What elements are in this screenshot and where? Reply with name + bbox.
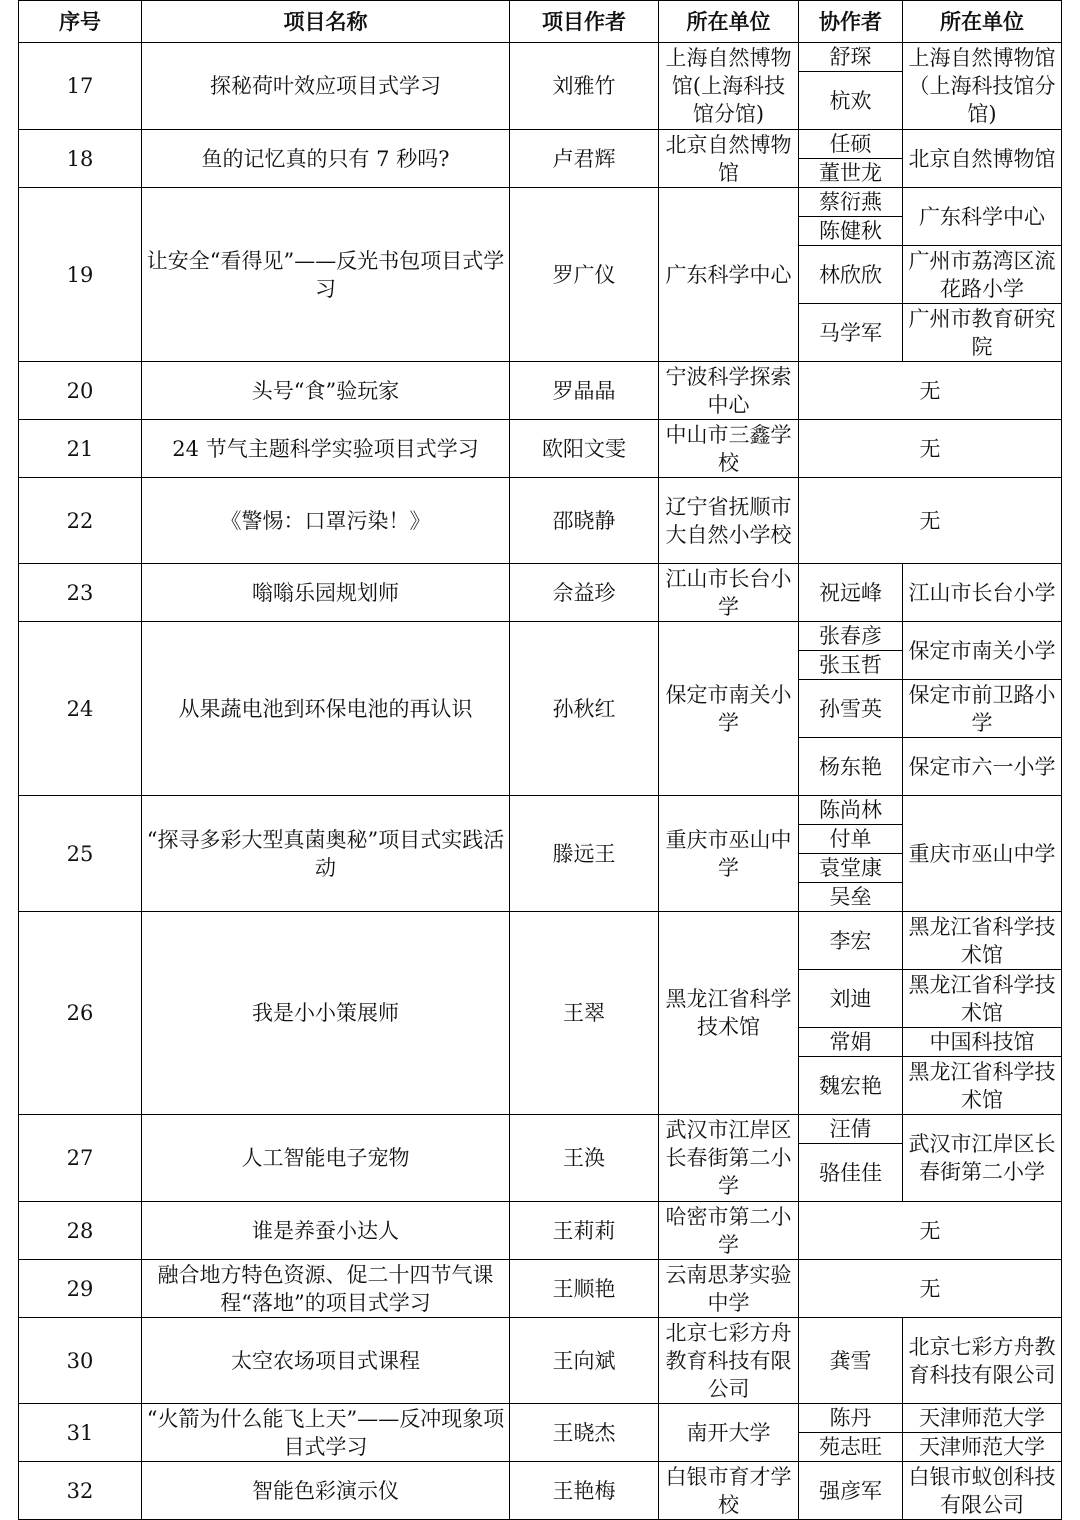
project-author: 王晓杰 bbox=[510, 1404, 659, 1462]
collaborator-org: 武汉市江岸区长春街第二小学 bbox=[903, 1115, 1062, 1202]
project-author: 王涣 bbox=[510, 1115, 659, 1202]
collaborator-org: 天津师范大学 bbox=[903, 1404, 1062, 1433]
collaborator-name: 陈尚林 bbox=[799, 796, 903, 825]
project-name: 鱼的记忆真的只有 7 秒吗? bbox=[142, 130, 510, 188]
author-org: 中山市三鑫学校 bbox=[659, 420, 799, 478]
collaborator-name: 任硕 bbox=[799, 130, 903, 159]
project-name: 让安全“看得见”——反光书包项目式学习 bbox=[142, 188, 510, 362]
header-collaborator: 协作者 bbox=[799, 1, 903, 43]
collaborator-name: 杨东艳 bbox=[799, 738, 903, 796]
no-collaborator: 无 bbox=[799, 1202, 1062, 1260]
table-row bbox=[19, 43, 1062, 72]
row-number: 25 bbox=[19, 796, 142, 912]
table-row bbox=[19, 1260, 1062, 1318]
header-author-org: 所在单位 bbox=[659, 1, 799, 43]
project-author: 王顺艳 bbox=[510, 1260, 659, 1318]
project-table bbox=[18, 0, 1062, 1520]
table-row bbox=[19, 1404, 1062, 1433]
collaborator-name: 杭欢 bbox=[799, 72, 903, 130]
table-row bbox=[19, 420, 1062, 478]
project-name: “探寻多彩大型真菌奥秘”项目式实践活动 bbox=[142, 796, 510, 912]
collaborator-name: 董世龙 bbox=[799, 159, 903, 188]
collaborator-org: 重庆市巫山中学 bbox=[903, 796, 1062, 912]
collaborator-name: 马学军 bbox=[799, 304, 903, 362]
author-org: 黑龙江省科学技术馆 bbox=[659, 912, 799, 1115]
header-collaborator-org: 所在单位 bbox=[903, 1, 1062, 43]
row-number: 28 bbox=[19, 1202, 142, 1260]
no-collaborator: 无 bbox=[799, 420, 1062, 478]
collaborator-name: 林欣欣 bbox=[799, 246, 903, 304]
collaborator-name: 汪倩 bbox=[799, 1115, 903, 1144]
table-row bbox=[19, 1115, 1062, 1144]
no-collaborator: 无 bbox=[799, 478, 1062, 564]
project-name: 从果蔬电池到环保电池的再认识 bbox=[142, 622, 510, 796]
author-org: 南开大学 bbox=[659, 1404, 799, 1462]
collaborator-org: 上海自然博物馆（上海科技馆分馆) bbox=[903, 43, 1062, 130]
row-number: 23 bbox=[19, 564, 142, 622]
author-org: 上海自然博物馆(上海科技馆分馆) bbox=[659, 43, 799, 130]
collaborator-name: 付单 bbox=[799, 825, 903, 854]
project-author: 邵晓静 bbox=[510, 478, 659, 564]
header-row bbox=[19, 1, 1062, 43]
row-number: 20 bbox=[19, 362, 142, 420]
header-project-name: 项目名称 bbox=[142, 1, 510, 43]
row-number: 22 bbox=[19, 478, 142, 564]
collaborator-name: 李宏 bbox=[799, 912, 903, 970]
project-name: 人工智能电子宠物 bbox=[142, 1115, 510, 1202]
collaborator-name: 魏宏艳 bbox=[799, 1057, 903, 1115]
table-row bbox=[19, 362, 1062, 420]
row-number: 31 bbox=[19, 1404, 142, 1462]
collaborator-org: 江山市长台小学 bbox=[903, 564, 1062, 622]
table-row bbox=[19, 1202, 1062, 1260]
collaborator-name: 祝远峰 bbox=[799, 564, 903, 622]
row-number: 19 bbox=[19, 188, 142, 362]
collaborator-name: 骆佳佳 bbox=[799, 1144, 903, 1202]
author-org: 哈密市第二小学 bbox=[659, 1202, 799, 1260]
table-row bbox=[19, 130, 1062, 159]
row-number: 27 bbox=[19, 1115, 142, 1202]
collaborator-name: 孙雪英 bbox=[799, 680, 903, 738]
project-author: 罗晶晶 bbox=[510, 362, 659, 420]
row-number: 26 bbox=[19, 912, 142, 1115]
project-author: 滕远王 bbox=[510, 796, 659, 912]
collaborator-name: 吴垒 bbox=[799, 883, 903, 912]
project-name: 融合地方特色资源、促二十四节气课程“落地”的项目式学习 bbox=[142, 1260, 510, 1318]
collaborator-name: 袁堂康 bbox=[799, 854, 903, 883]
row-number: 18 bbox=[19, 130, 142, 188]
collaborator-org: 天津师范大学 bbox=[903, 1433, 1062, 1462]
author-org: 重庆市巫山中学 bbox=[659, 796, 799, 912]
project-author: 欧阳文雯 bbox=[510, 420, 659, 478]
collaborator-name: 强彦军 bbox=[799, 1462, 903, 1520]
collaborator-name: 苑志旺 bbox=[799, 1433, 903, 1462]
collaborator-name: 蔡衍燕 bbox=[799, 188, 903, 217]
row-number: 24 bbox=[19, 622, 142, 796]
no-collaborator: 无 bbox=[799, 362, 1062, 420]
project-author: 卢君辉 bbox=[510, 130, 659, 188]
project-name: 太空农场项目式课程 bbox=[142, 1318, 510, 1404]
table-row bbox=[19, 796, 1062, 825]
collaborator-name: 舒琛 bbox=[799, 43, 903, 72]
author-org: 北京七彩方舟教育科技有限公司 bbox=[659, 1318, 799, 1404]
collaborator-org: 保定市南关小学 bbox=[903, 622, 1062, 680]
no-collaborator: 无 bbox=[799, 1260, 1062, 1318]
project-name: 头号“食”验玩家 bbox=[142, 362, 510, 420]
author-org: 云南思茅实验中学 bbox=[659, 1260, 799, 1318]
collaborator-org: 白银市蚁创科技有限公司 bbox=[903, 1462, 1062, 1520]
author-org: 北京自然博物馆 bbox=[659, 130, 799, 188]
author-org: 武汉市江岸区长春街第二小学 bbox=[659, 1115, 799, 1202]
collaborator-org: 保定市六一小学 bbox=[903, 738, 1062, 796]
table-row bbox=[19, 564, 1062, 622]
collaborator-name: 刘迪 bbox=[799, 970, 903, 1028]
author-org: 白银市育才学校 bbox=[659, 1462, 799, 1520]
project-author: 孙秋红 bbox=[510, 622, 659, 796]
row-number: 17 bbox=[19, 43, 142, 130]
collaborator-name: 陈丹 bbox=[799, 1404, 903, 1433]
project-author: 王翠 bbox=[510, 912, 659, 1115]
collaborator-name: 张春彦 bbox=[799, 622, 903, 651]
project-author: 王向斌 bbox=[510, 1318, 659, 1404]
project-author: 王艳梅 bbox=[510, 1462, 659, 1520]
row-number: 30 bbox=[19, 1318, 142, 1404]
header-author: 项目作者 bbox=[510, 1, 659, 43]
collaborator-org: 广东科学中心 bbox=[903, 188, 1062, 246]
row-number: 29 bbox=[19, 1260, 142, 1318]
collaborator-org: 保定市前卫路小学 bbox=[903, 680, 1062, 738]
table-row bbox=[19, 1462, 1062, 1520]
row-number: 32 bbox=[19, 1462, 142, 1520]
collaborator-org: 黑龙江省科学技术馆 bbox=[903, 912, 1062, 970]
collaborator-org: 北京自然博物馆 bbox=[903, 130, 1062, 188]
project-name: 谁是养蚕小达人 bbox=[142, 1202, 510, 1260]
author-org: 保定市南关小学 bbox=[659, 622, 799, 796]
project-name: 24 节气主题科学实验项目式学习 bbox=[142, 420, 510, 478]
project-author: 罗广仪 bbox=[510, 188, 659, 362]
collaborator-name: 张玉哲 bbox=[799, 651, 903, 680]
collaborator-org: 黑龙江省科学技术馆 bbox=[903, 970, 1062, 1028]
collaborator-org: 广州市教育研究院 bbox=[903, 304, 1062, 362]
table-row bbox=[19, 1318, 1062, 1404]
collaborator-org: 广州市荔湾区流花路小学 bbox=[903, 246, 1062, 304]
project-name: 我是小小策展师 bbox=[142, 912, 510, 1115]
table-row bbox=[19, 478, 1062, 564]
table-row bbox=[19, 622, 1062, 651]
table-row bbox=[19, 912, 1062, 970]
author-org: 宁波科学探索中心 bbox=[659, 362, 799, 420]
collaborator-org: 中国科技馆 bbox=[903, 1028, 1062, 1057]
collaborator-org: 黑龙江省科学技术馆 bbox=[903, 1057, 1062, 1115]
project-name: 嗡嗡乐园规划师 bbox=[142, 564, 510, 622]
project-author: 刘雅竹 bbox=[510, 43, 659, 130]
project-name: “火箭为什么能飞上天”——反冲现象项目式学习 bbox=[142, 1404, 510, 1462]
collaborator-name: 常娟 bbox=[799, 1028, 903, 1057]
project-name: 《警惕：口罩污染！》 bbox=[142, 478, 510, 564]
project-name: 探秘荷叶效应项目式学习 bbox=[142, 43, 510, 130]
author-org: 江山市长台小学 bbox=[659, 564, 799, 622]
collaborator-org: 北京七彩方舟教育科技有限公司 bbox=[903, 1318, 1062, 1404]
project-name: 智能色彩演示仪 bbox=[142, 1462, 510, 1520]
table-row bbox=[19, 188, 1062, 217]
collaborator-name: 陈健秋 bbox=[799, 217, 903, 246]
row-number: 21 bbox=[19, 420, 142, 478]
author-org: 辽宁省抚顺市大自然小学校 bbox=[659, 478, 799, 564]
project-author: 佘益珍 bbox=[510, 564, 659, 622]
collaborator-name: 龚雪 bbox=[799, 1318, 903, 1404]
header-no: 序号 bbox=[19, 1, 142, 43]
author-org: 广东科学中心 bbox=[659, 188, 799, 362]
project-author: 王莉莉 bbox=[510, 1202, 659, 1260]
